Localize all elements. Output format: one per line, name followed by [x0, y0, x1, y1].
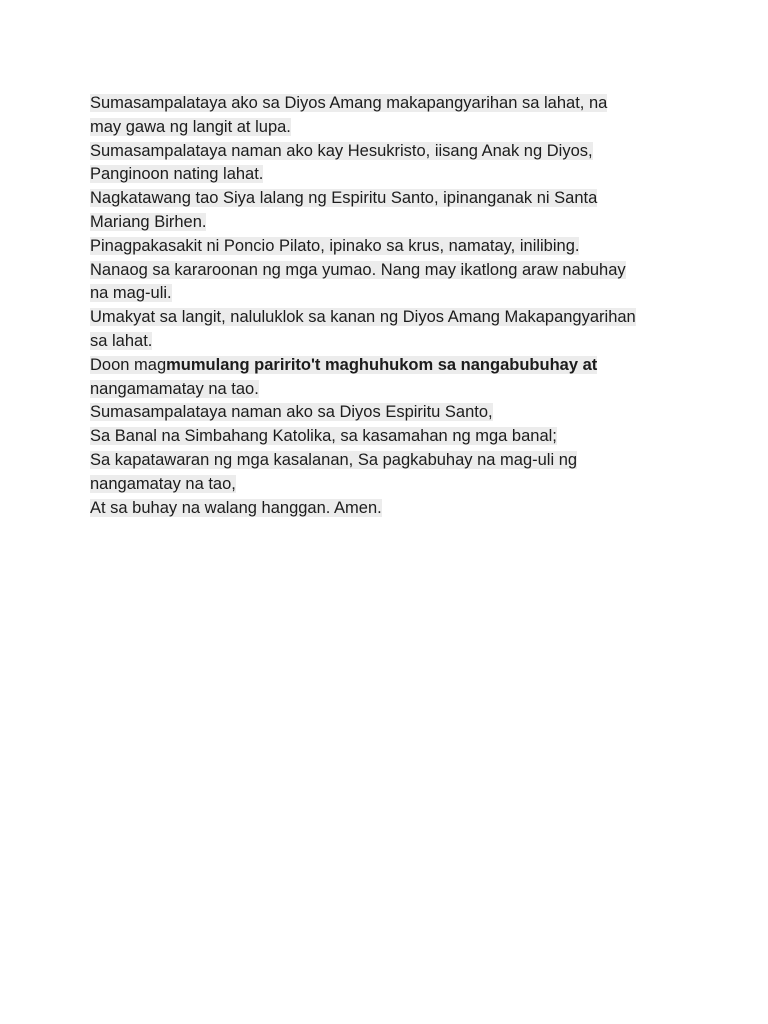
text-line-content: Sumasampalataya naman ako sa Diyos Espiritu Santo, [90, 403, 493, 422]
text-line [90, 401, 690, 425]
text-line [90, 187, 690, 211]
text-line-content: Sa kapatawaran ng mga kasalanan, Sa pagkabuhay na mag-uli ng [90, 450, 578, 469]
text-line-content: Sa Banal na Simbahang Katolika, sa kasamahan ng mga banal; [90, 427, 557, 446]
text-line-content: na mag-uli. [90, 284, 172, 303]
text-line-content: Nagkatawang tao Siya lalang ng Espiritu Santo, ipinanganak ni Santa [90, 189, 598, 208]
text-line-content: Pinagpakasakit ni Poncio Pilato, ipinako sa krus, namatay, inilibing. [90, 236, 580, 255]
text-line [90, 306, 690, 330]
text-line [90, 116, 690, 140]
text-line-content: Mariang Birhen. [90, 212, 207, 231]
text-line-mixed [90, 354, 690, 378]
text-run-bold: mumulang paririto't maghuhukom sa nangabubuhay at [166, 355, 598, 374]
text-line-content: Sumasampalataya naman ako kay Hesukristo, iisang Anak ng Diyos, [90, 141, 593, 160]
text-line-content: nangamatay na tao, [90, 474, 236, 493]
text-line-content: Umakyat sa langit, naluluklok sa kanan ng Diyos Amang Makapangyarihan [90, 308, 636, 327]
text-line-content: may gawa ng langit at lupa. [90, 117, 291, 136]
text-line [90, 378, 690, 402]
text-line [90, 497, 690, 521]
text-run-normal: Doon mag [90, 355, 167, 374]
text-line [90, 473, 690, 497]
prayer-text [90, 92, 690, 520]
text-line [90, 235, 690, 259]
text-line-content: Sumasampalataya ako sa Diyos Amang makapangyarihan sa lahat, na [90, 94, 608, 112]
text-line [90, 92, 690, 116]
text-line-content: Panginoon nating lahat. [90, 165, 264, 184]
text-line [90, 425, 690, 449]
text-line [90, 330, 690, 354]
text-line [90, 211, 690, 235]
text-line [90, 140, 690, 164]
text-line-content: nangamamatay na tao. [90, 379, 259, 398]
text-line [90, 449, 690, 473]
text-line [90, 282, 690, 306]
text-line [90, 259, 690, 283]
text-line-content: At sa buhay na walang hanggan. Amen. [90, 498, 382, 517]
text-line-content: sa lahat. [90, 331, 153, 350]
text-line [90, 163, 690, 187]
text-line-content: Nanaog sa kararoonan ng mga yumao. Nang may ikatlong araw nabuhay [90, 260, 626, 279]
